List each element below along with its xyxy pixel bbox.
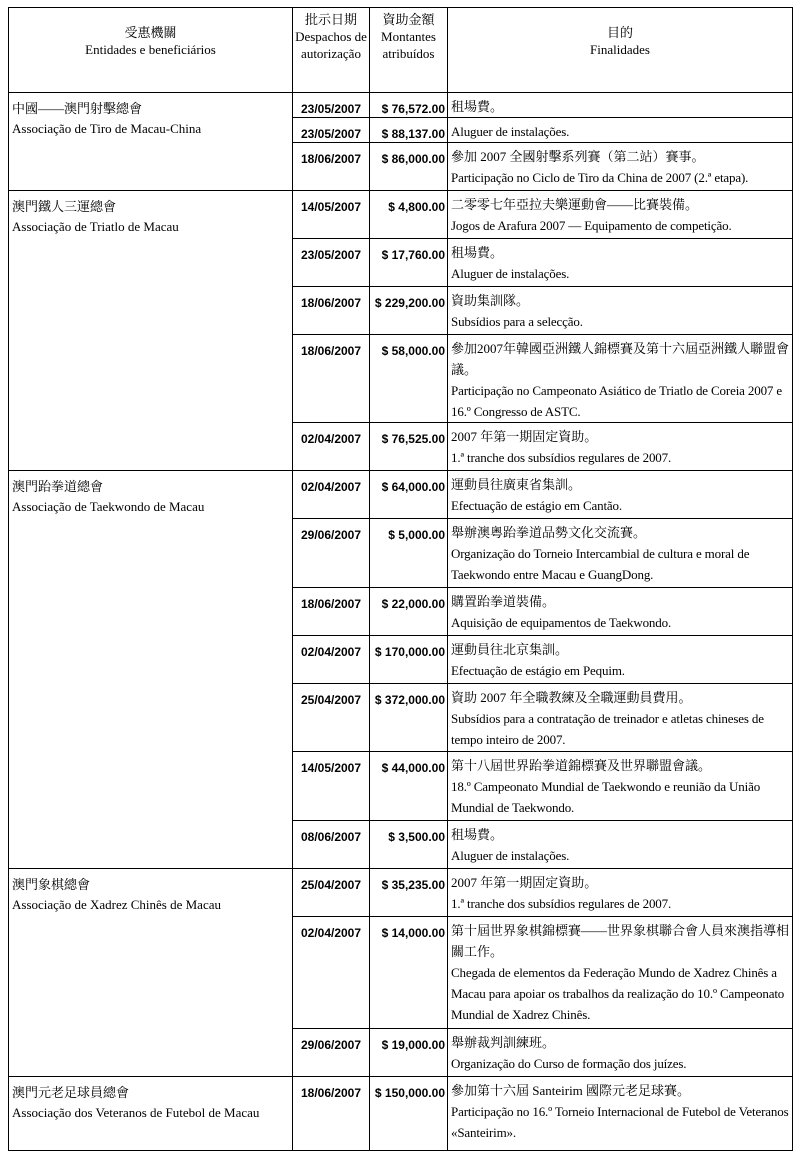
purpose-pt: Participação no Ciclo de Tiro da China de 2007 (2.ª etapa). xyxy=(451,170,749,185)
dispatch-date-cell: 02/04/2007 xyxy=(293,636,370,684)
amount-cell: $ 19,000.00 xyxy=(370,1029,448,1077)
purpose-zh: 運動員往北京集訓。 xyxy=(451,642,569,657)
amount-cell: $ 14,000.00 xyxy=(370,917,448,1029)
purpose-zh: 購置跆拳道裝備。 xyxy=(451,594,556,609)
amount-cell: $ 88,137.00 xyxy=(370,118,448,143)
purpose-cell xyxy=(448,684,793,752)
dispatch-date-cell: 23/05/2007 xyxy=(293,93,370,118)
entity-name-zh: 澳門象棋總會 xyxy=(12,877,91,892)
dispatch-date-cell: 18/06/2007 xyxy=(293,143,370,191)
purpose-cell xyxy=(448,239,793,287)
purpose-pt: Aluguer de instalações. xyxy=(451,848,570,863)
purpose-pt: Efectuação de estágio em Cantão. xyxy=(451,498,622,513)
purpose-zh: 運動員往廣東省集訓。 xyxy=(451,477,582,492)
purpose-cell xyxy=(448,93,793,118)
amount-cell: $ 372,000.00 xyxy=(370,684,448,752)
purpose-cell xyxy=(448,821,793,869)
entity-header-pt: Entidades e beneficiários xyxy=(85,42,216,57)
purpose-zh: 第十屆世界象棋錦標賽——世界象棋聯合會人員來澳指導相關工作。 xyxy=(451,923,790,959)
purpose-zh: 參加2007年韓國亞洲鐵人錦標賽及第十六屆亞洲鐵人聯盟會議。 xyxy=(451,341,790,377)
purpose-cell xyxy=(448,191,793,239)
table-body xyxy=(9,93,793,1151)
dispatch-date-cell: 29/06/2007 xyxy=(293,519,370,588)
amount-header-pt-1: Montantes xyxy=(381,29,436,44)
purpose-pt: Aquisição de equipamentos de Taekwondo. xyxy=(451,615,672,630)
table-row xyxy=(9,471,793,519)
table-row xyxy=(9,93,793,118)
purpose-pt: Organização do Curso de formação dos juízes. xyxy=(451,1056,687,1071)
table-header-row xyxy=(9,8,793,93)
dispatch-date-cell: 18/06/2007 xyxy=(293,588,370,636)
dispatch-date-cell: 18/06/2007 xyxy=(293,1077,370,1151)
entity-name-zh: 澳門元老足球員總會 xyxy=(12,1085,130,1100)
purpose-pt: Jogos de Arafura 2007 — Equipamento de competição. xyxy=(451,218,732,233)
purpose-zh: 2007 年第一期固定資助。 xyxy=(451,429,598,444)
purpose-pt: 18.º Campeonato Mundial de Taekwondo e reunião da União Mundial de Taekwondo. xyxy=(451,779,761,815)
purpose-column-header xyxy=(448,8,793,93)
purpose-pt: Subsídios para a selecção. xyxy=(451,314,583,329)
purpose-cell xyxy=(448,143,793,191)
purpose-cell xyxy=(448,335,793,423)
purpose-zh: 舉辦裁判訓練班。 xyxy=(451,1035,556,1050)
amount-cell: $ 35,235.00 xyxy=(370,869,448,917)
date-header-pt-2: autorização xyxy=(301,46,361,61)
entity-name-zh: 澳門鐵人三運總會 xyxy=(12,199,117,214)
purpose-zh: 參加第十六屆 Santeirim 國際元老足球賽。 xyxy=(451,1083,691,1098)
amount-header-zh: 資助金額 xyxy=(382,12,435,27)
purpose-zh: 舉辦澳粵跆拳道品勢文化交流賽。 xyxy=(451,525,647,540)
amount-cell: $ 64,000.00 xyxy=(370,471,448,519)
amount-header-pt-2: atribuídos xyxy=(382,46,435,61)
purpose-header-zh: 目的 xyxy=(606,25,633,40)
date-header-pt-1: Despachos de xyxy=(295,29,367,44)
entity-header-zh: 受惠機關 xyxy=(124,25,177,40)
purpose-cell xyxy=(448,917,793,1029)
entity-cell xyxy=(9,1077,293,1151)
purpose-pt: Organização do Torneio Intercambial de cultura e moral de Taekwondo entre Macau e GuangDong. xyxy=(451,546,750,582)
purpose-cell xyxy=(448,118,793,143)
table-row xyxy=(9,869,793,917)
amount-cell: $ 22,000.00 xyxy=(370,588,448,636)
purpose-pt: Aluguer de instalações. xyxy=(451,266,570,281)
entity-name-pt: Associação dos Veteranos de Futebol de Macau xyxy=(12,1105,260,1120)
dispatch-date-cell: 14/05/2007 xyxy=(293,752,370,821)
table-row xyxy=(9,191,793,239)
amount-cell: $ 150,000.00 xyxy=(370,1077,448,1151)
purpose-zh: 租場費。 xyxy=(451,99,504,114)
amount-cell: $ 3,500.00 xyxy=(370,821,448,869)
dispatch-date-cell: 02/04/2007 xyxy=(293,423,370,471)
amount-cell: $ 44,000.00 xyxy=(370,752,448,821)
dispatch-date-cell: 18/06/2007 xyxy=(293,287,370,335)
dispatch-date-cell: 25/04/2007 xyxy=(293,869,370,917)
entity-cell xyxy=(9,869,293,1077)
purpose-pt: 1.ª tranche dos subsídios regulares de 2007. xyxy=(451,450,672,465)
purpose-pt: Aluguer de instalações. xyxy=(451,124,570,139)
purpose-pt: Subsídios para a contratação de treinador e atletas chineses de tempo inteiro de 2007. xyxy=(451,711,764,747)
purpose-cell xyxy=(448,636,793,684)
purpose-zh: 參加 2007 全國射擊系列賽（第二站）賽事。 xyxy=(451,149,705,164)
subsidy-table-sheet xyxy=(8,7,792,1151)
amount-cell: $ 86,000.00 xyxy=(370,143,448,191)
purpose-zh: 二零零七年亞拉夫樂運動會——比賽裝備。 xyxy=(451,197,699,212)
subsidy-table xyxy=(8,7,793,1151)
entity-name-pt: Associação de Tiro de Macau-China xyxy=(12,121,202,136)
entity-cell xyxy=(9,191,293,471)
purpose-pt: Efectuação de estágio em Pequim. xyxy=(451,663,625,678)
purpose-zh: 資助 2007 年全職教練及全職運動員費用。 xyxy=(451,690,692,705)
purpose-cell xyxy=(448,1029,793,1077)
amount-cell: $ 4,800.00 xyxy=(370,191,448,239)
entity-name-pt: Associação de Triatlo de Macau xyxy=(12,219,179,234)
entity-name-zh: 澳門跆拳道總會 xyxy=(12,479,104,494)
purpose-pt: Participação no 16.º Torneio Internacional de Futebol de Veteranos «Santeirim». xyxy=(451,1104,789,1140)
purpose-cell xyxy=(448,423,793,471)
purpose-cell xyxy=(448,1077,793,1151)
entity-column-header xyxy=(9,8,293,93)
entity-name-zh: 中國——澳門射擊總會 xyxy=(12,101,143,116)
amount-cell: $ 170,000.00 xyxy=(370,636,448,684)
purpose-cell xyxy=(448,588,793,636)
dispatch-date-cell: 23/05/2007 xyxy=(293,118,370,143)
purpose-cell xyxy=(448,519,793,588)
date-column-header xyxy=(293,8,370,93)
purpose-zh: 第十八屆世界跆拳道錦標賽及世界聯盟會議。 xyxy=(451,758,712,773)
amount-cell: $ 229,200.00 xyxy=(370,287,448,335)
purpose-zh: 租場費。 xyxy=(451,827,504,842)
amount-column-header xyxy=(370,8,448,93)
purpose-zh: 租場費。 xyxy=(451,245,504,260)
purpose-pt: Participação no Campeonato Asiático de Triatlo de Coreia 2007 e 16.º Congresso de ASTC. xyxy=(451,383,783,419)
dispatch-date-cell: 02/04/2007 xyxy=(293,471,370,519)
entity-cell xyxy=(9,471,293,869)
amount-cell: $ 76,572.00 xyxy=(370,93,448,118)
entity-name-pt: Associação de Xadrez Chinês de Macau xyxy=(12,897,221,912)
dispatch-date-cell: 02/04/2007 xyxy=(293,917,370,1029)
amount-cell: $ 17,760.00 xyxy=(370,239,448,287)
purpose-zh: 2007 年第一期固定資助。 xyxy=(451,875,598,890)
purpose-header-pt: Finalidades xyxy=(590,42,650,57)
entity-name-pt: Associação de Taekwondo de Macau xyxy=(12,499,205,514)
purpose-cell xyxy=(448,287,793,335)
purpose-cell xyxy=(448,752,793,821)
dispatch-date-cell: 25/04/2007 xyxy=(293,684,370,752)
table-row xyxy=(9,1077,793,1151)
amount-cell: $ 5,000.00 xyxy=(370,519,448,588)
purpose-zh: 資助集訓隊。 xyxy=(451,293,530,308)
dispatch-date-cell: 29/06/2007 xyxy=(293,1029,370,1077)
purpose-cell xyxy=(448,869,793,917)
dispatch-date-cell: 08/06/2007 xyxy=(293,821,370,869)
purpose-cell xyxy=(448,471,793,519)
dispatch-date-cell: 23/05/2007 xyxy=(293,239,370,287)
purpose-pt: 1.ª tranche dos subsídios regulares de 2007. xyxy=(451,896,672,911)
entity-cell xyxy=(9,93,293,191)
dispatch-date-cell: 18/06/2007 xyxy=(293,335,370,423)
purpose-pt: Chegada de elementos da Federação Mundo de Xadrez Chinês a Macau para apoiar os trabalhos da realização do 10.º Campeonato Mundial de Xadrez Chinês. xyxy=(451,965,785,1022)
date-header-zh: 批示日期 xyxy=(304,12,357,27)
amount-cell: $ 58,000.00 xyxy=(370,335,448,423)
amount-cell: $ 76,525.00 xyxy=(370,423,448,471)
dispatch-date-cell: 14/05/2007 xyxy=(293,191,370,239)
